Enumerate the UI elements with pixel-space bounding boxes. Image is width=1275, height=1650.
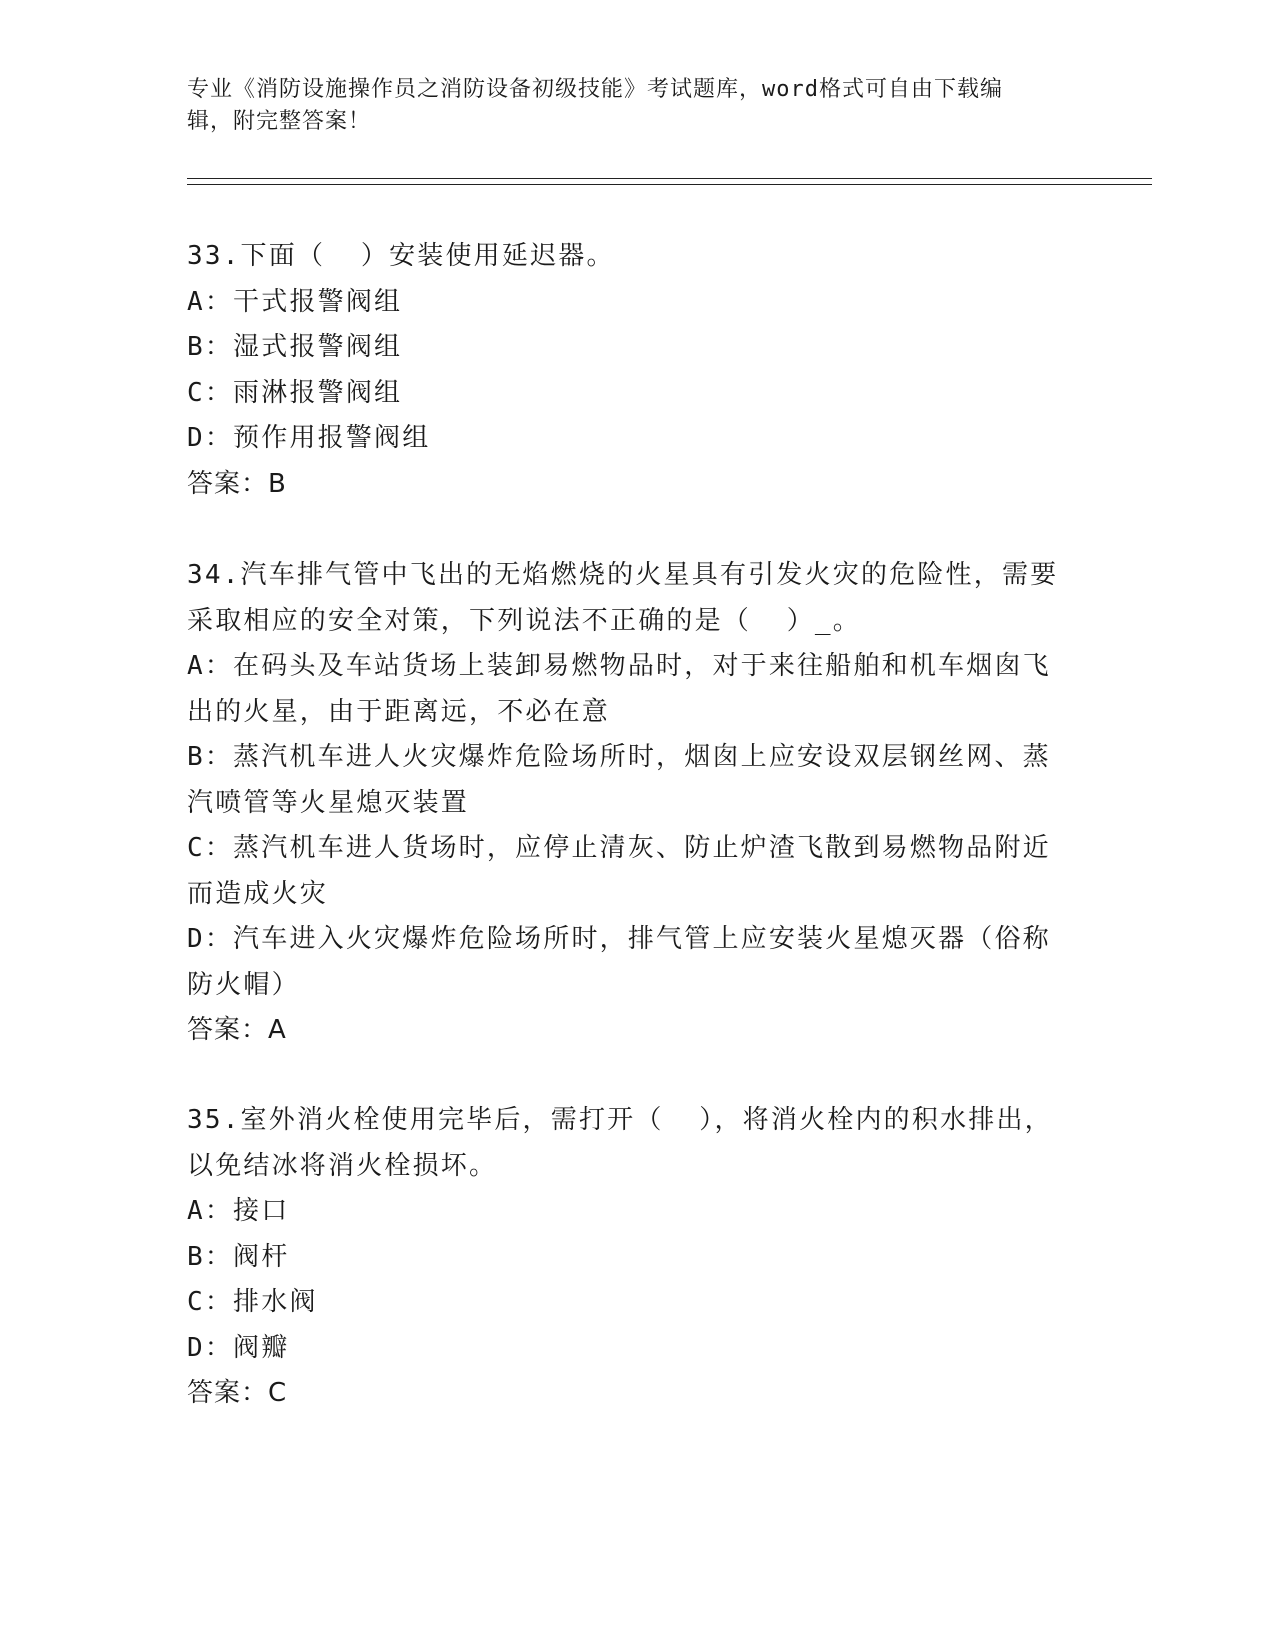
option-b: B：湿式报警阀组 [187, 332, 403, 362]
answer-key: 答案：A [187, 1015, 287, 1045]
option-c: C：排水阀 [187, 1287, 318, 1317]
option-b: B：蒸汽机车进人火灾爆炸危险场所时，烟囱上应安设双层钢丝网、蒸 [187, 742, 1051, 772]
option-a: A：干式报警阀组 [187, 286, 403, 317]
option-a: A：在码头及车站货场上装卸易燃物品时，对于来往船舶和机车烟囱飞 [187, 651, 1051, 681]
answer-key: 答案：C [187, 1378, 288, 1408]
option-b-continued: 汽喷管等火星熄灭装置 [187, 787, 470, 818]
intro-line: 辑，附完整答案！ [187, 109, 372, 134]
option-c: C：雨淋报警阀组 [187, 377, 403, 408]
document-intro [187, 74, 1077, 138]
option-d: D：预作用报警阀组 [187, 423, 431, 453]
question-33 [187, 234, 1077, 507]
question-35 [187, 1098, 1077, 1417]
option-b: B：阀杆 [187, 1241, 290, 1272]
option-d: D：汽车进入火灾爆炸危险场所时，排气管上应安装火星熄灭器（俗称 [187, 924, 1051, 954]
question-stem: 35.室外消火栓使用完毕后，需打开（ ），将消火栓内的积水排出， [187, 1105, 1053, 1135]
intro-line: 专业《消防设施操作员之消防设备初级技能》考试题库，word格式可自由下载编 [187, 77, 1003, 102]
question-stem-continued: 采取相应的安全对策，下列说法不正确的是（ ）_。 [187, 605, 861, 636]
option-d: D：阀瓣 [187, 1332, 290, 1363]
question-stem: 34.汽车排气管中飞出的无焰燃烧的火星具有引发火灾的危险性，需要 [187, 560, 1059, 590]
option-c-continued: 而造成火灾 [187, 878, 329, 909]
option-a-continued: 出的火星，由于距离远，不必在意 [187, 696, 611, 727]
question-34 [187, 553, 1077, 1054]
option-c: C：蒸汽机车进人货场时，应停止清灰、防止炉渣飞散到易燃物品附近 [187, 833, 1051, 863]
question-stem: 33.下面（ ）安装使用延迟器。 [187, 241, 615, 271]
answer-key: 答案：B [187, 468, 287, 499]
question-stem-continued: 以免结冰将消火栓损坏。 [187, 1150, 498, 1181]
option-d-continued: 防火帽） [187, 969, 300, 1000]
option-a: A：接口 [187, 1196, 290, 1226]
header-divider [187, 178, 1152, 185]
